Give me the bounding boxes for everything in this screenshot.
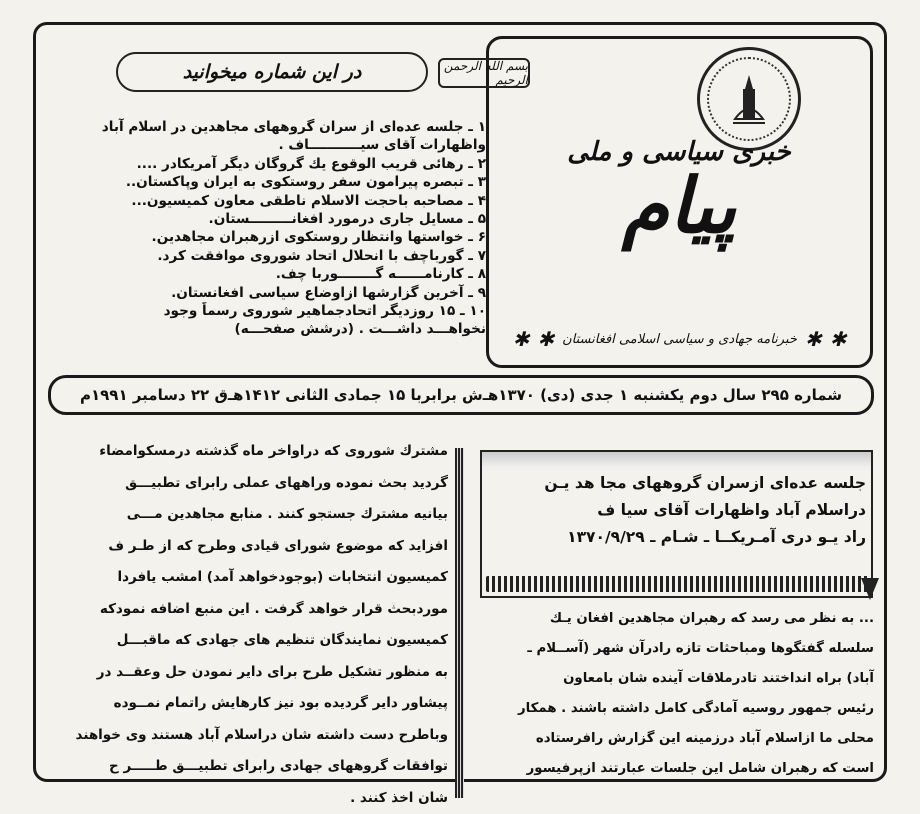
logo-tagline: خبری سیاسی و ملی: [509, 139, 849, 166]
star-icon: ✱: [537, 327, 554, 351]
text-line: موردبحث قرار خواهد گرفت . این منبع اضافه نمودکه: [40, 594, 448, 626]
arrow-down-icon: [861, 578, 879, 600]
star-icon: ✱: [513, 327, 530, 351]
article-title: [486, 470, 866, 551]
emblem-seal-icon: [697, 47, 801, 151]
contents-list: [40, 118, 486, 368]
text-line: کمیسیون انتخابات (بوجودخواهد آمد) امشب یافردا: [40, 562, 448, 594]
text-line: بیانیه مشترك جستجو کنند . منابع مجاهدین مـــی: [40, 499, 448, 531]
issue-date-bar: شماره ۲۹۵ سال دوم یکشنبه ۱ جدی (دی) ۱۳۷۰هـ‌ش برابربا ۱۵ جمادی الثانی ۱۴۱۲هـ‌ق ۲۲ دسامبر ۱۹۹۱م: [48, 375, 874, 415]
text-line: پیشاور دایر گردیده بود نیز کارهایش راتمام نمــوده: [40, 688, 448, 720]
text-line: آباد) براه انداختند تادرملاقات آینده شان بامعاون: [474, 664, 874, 694]
text-line: کمیسیون نمایندگان تنظیم های جهادی که ما‌قبـــل: [40, 625, 448, 657]
text-line: به منظور تشکیل طرح برای دایر نمودن حل وعقــد در: [40, 657, 448, 689]
contents-item: ۷ ـ گورباچف با انحلال اتحاد شوروی موافقت کرد.: [40, 247, 486, 265]
contents-item: ۱۰ ـ ۱۵ روزدیگر اتحادجماهیر شوروی رسماً وجود: [40, 302, 486, 320]
article-title-line: جلسه عده‌ای ازسران گروههای مجا هد یـن: [486, 470, 866, 497]
article-title-line: دراسلام آباد واظهارات آقای سیا ف: [486, 497, 866, 524]
text-line: ... به نظر می رسد که رهبران مجاهدین افغان یـك: [474, 604, 874, 634]
mosque-icon: [729, 71, 769, 127]
column-divider: [455, 448, 464, 798]
masthead-subtitle: خبرنامه جهادی و سیاسی اسلامی افغانستان: [562, 332, 797, 347]
text-line: سلسله گفتگوها ومباحثات تازه رادرآن شهر (آســلام ـ: [474, 634, 874, 664]
contents-item: واظهارات آقای سیـــــــــــاف .: [40, 136, 486, 154]
text-line: افزاید که موضوع شورای قیادی وطرح که از طـر ف: [40, 531, 448, 563]
logo-title: پیام: [509, 166, 849, 246]
contents-item: ۱ ـ جلسه عده‌ای از سران گروههای مجاهدین در اسلام آباد: [40, 118, 486, 136]
text-line: رئیس جمهور روسیه آمادگی کامل داشته باشند . همکار: [474, 694, 874, 724]
star-icon: ✱: [830, 327, 847, 351]
contents-item: ۴ ـ مصاحبه باحجت الاسلام ناطقی معاون کمیسیون...: [40, 192, 486, 210]
text-line: وباطرح دست داشته شان دراسلام آباد هستند وی خواهند: [40, 720, 448, 752]
article-body: [474, 604, 874, 800]
contents-item: ۲ ـ رهائی قریب الوقوع یك گروگان دیگر آمریکادر ....: [40, 155, 486, 173]
article-header-box: [480, 450, 873, 598]
masthead-subtitle-bar: [501, 323, 858, 355]
decorative-border: [486, 576, 870, 592]
text-line: گردید بحث نموده وراههای عملی رابرای تطبیـــق: [40, 468, 448, 500]
text-line: توافقات گروههای جهادی رابرای تطبیـــق طـــــر ح: [40, 751, 448, 783]
masthead: [486, 36, 873, 368]
text-line: شان اخذ کنند .: [40, 783, 448, 814]
left-column: [40, 436, 448, 796]
text-line: محلی ما ازاسلام آباد درزمینه این گزارش رافرستاده: [474, 724, 874, 754]
contents-item: ۸ ـ کارنامــــــه گــــــــوربا چف.: [40, 265, 486, 283]
contents-item: ۳ ـ تبصره پیرامون سفر روستکوی به ایران وپاکستان..: [40, 173, 486, 191]
masthead-logo: [509, 139, 849, 319]
contents-item: ۹ ـ آخرین گزارشها ازاوضاع سیاسی افغانستان.: [40, 284, 486, 302]
text-line: مشترك شوروی که دراواخر ماه گذشته درمسکوامضاء: [40, 436, 448, 468]
article-source-line: راد یـو دری آمـریکــا ـ شـام ـ ۱۳۷۰/۹/۲۹: [486, 524, 866, 551]
contents-title: در این شماره میخوانید: [116, 52, 428, 92]
contents-item: نخواهـــد داشـــت . (درشش صفحـــه): [40, 320, 486, 338]
contents-item: ۵ ـ مسایل جاری درمورد افغانـــــــــستان.: [40, 210, 486, 228]
star-icon: ✱: [805, 327, 822, 351]
text-line: است که رهبران شامل این جلسات عبارتند ازپرفیسور: [474, 754, 874, 784]
bismillah-box: بسم الله الرحمن الرحیم: [438, 58, 530, 88]
contents-item: ۶ ـ خواستها وانتظار روستکوی ازرهبران مجاهدین.: [40, 228, 486, 246]
